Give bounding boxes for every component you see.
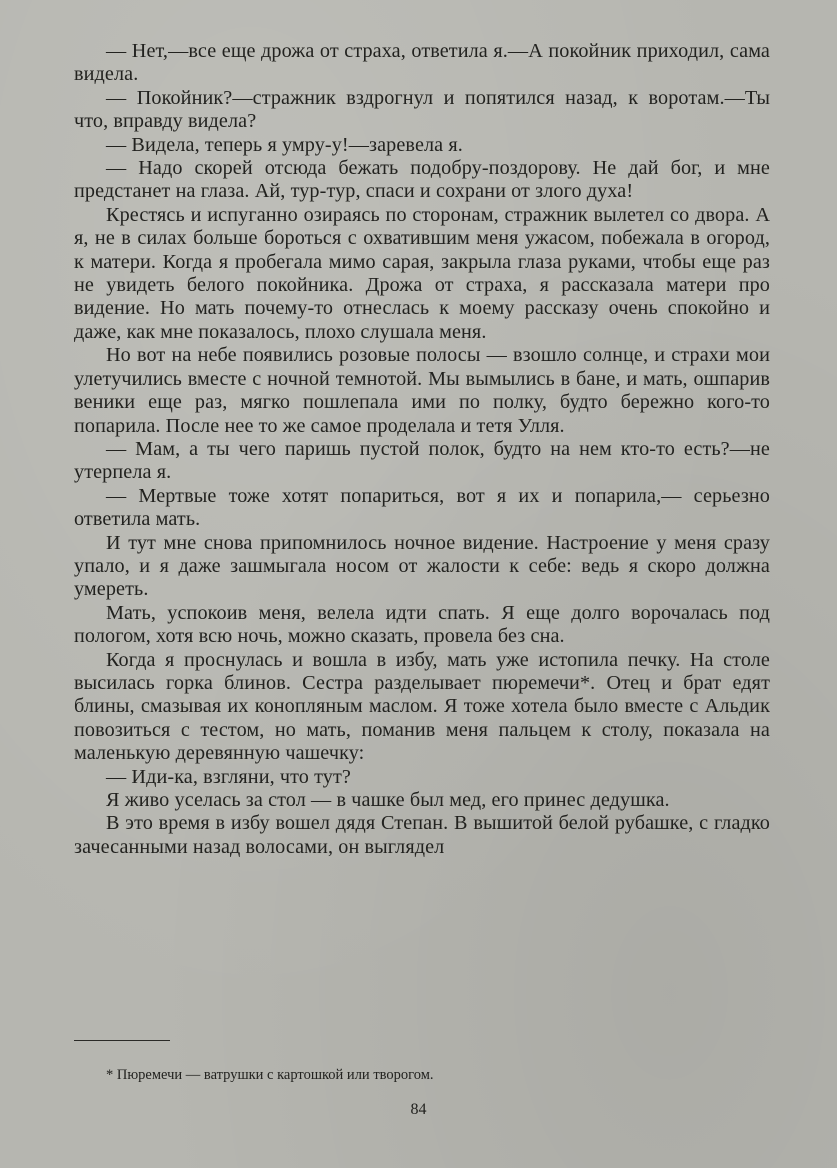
footnote: * Пюремечи — ватрушки с картошкой или творогом.	[106, 1067, 434, 1083]
paragraph: — Покойник?—стражник вздрогнул и попятился назад, к воротам.—Ты что, вправду видела?	[74, 86, 770, 133]
paragraph: Мать, успокоив меня, велела идти спать. Я еще долго ворочалась под пологом, хотя всю ночь, можно сказать, провела без сна.	[74, 601, 770, 648]
paragraph: Когда я проснулась и вошла в избу, мать уже истопила печку. На столе высилась горка блинов. Сестра разделывает пюремечи*. Отец и брат едят блины, смазывая их конопляным маслом. Я тоже хотела было вместе с Альдик повозиться с тестом, но мать, поманив меня пальцем к столу, показала на маленькую деревянную чашечку:	[74, 648, 770, 765]
paragraph: — Нет,—все еще дрожа от страха, ответила я.—А покойник приходил, сама видела.	[74, 40, 770, 86]
paragraph: — Мертвые тоже хотят попариться, вот я их и попарила,— серьезно ответила мать.	[74, 484, 770, 531]
paragraph: — Видела, теперь я умру-у!—заревела я.	[106, 133, 463, 156]
paragraph: Крестясь и испуганно озираясь по сторонам, стражник вылетел со двора. А я, не в силах больше бороться с охватившим меня ужасом, побежала в огород, к матери. Когда я пробегала мимо сарая, закрыла глаза руками, чтобы еще раз не увидеть белого покойника. Дрожа от страха, я рассказала матери про видение. Но мать почему-то отнеслась к моему рассказу очень спокойно и даже, как мне показалось, плохо слушала меня.	[74, 203, 770, 343]
paragraph: — Мам, а ты чего паришь пустой полок, будто на нем кто-то есть?—не утерпела я.	[74, 437, 770, 484]
paragraph: Я живо уселась за стол — в чашке был мед, его принес дедушка.	[106, 789, 670, 811]
footnote-separator	[74, 1040, 170, 1041]
paragraph: И тут мне снова припомнилось ночное видение. Настроение у меня сразу упало, и я даже зашмыгала носом от жалости к себе: ведь я скоро должна умереть.	[74, 531, 770, 601]
paragraph: Но вот на небе появились розовые полосы — взошло солнце, и страхи мои улетучились вместе с ночной темнотой. Мы вымылись в бане, и мать, ошпарив веники еще раз, мягко пошлепала ими по полку, будто бережно кого-то попарила. После нее то же самое проделала и тетя Улля.	[74, 344, 770, 437]
main-text	[74, 40, 770, 859]
paragraph: В это время в избу вошел дядя Степан. В вышитой белой рубашке, с гладко зачесанными назад волосами, он выглядел	[74, 812, 770, 858]
page-number: 84	[410, 1101, 427, 1118]
paragraph: — Иди-ка, взгляни, что тут?	[106, 765, 351, 788]
paragraph: — Надо скорей отсюда бежать подобру-поздорову. Не дай бог, и мне предстанет на глаза. Ай, тур-тур, спаси и сохрани от злого духа!	[74, 157, 770, 203]
